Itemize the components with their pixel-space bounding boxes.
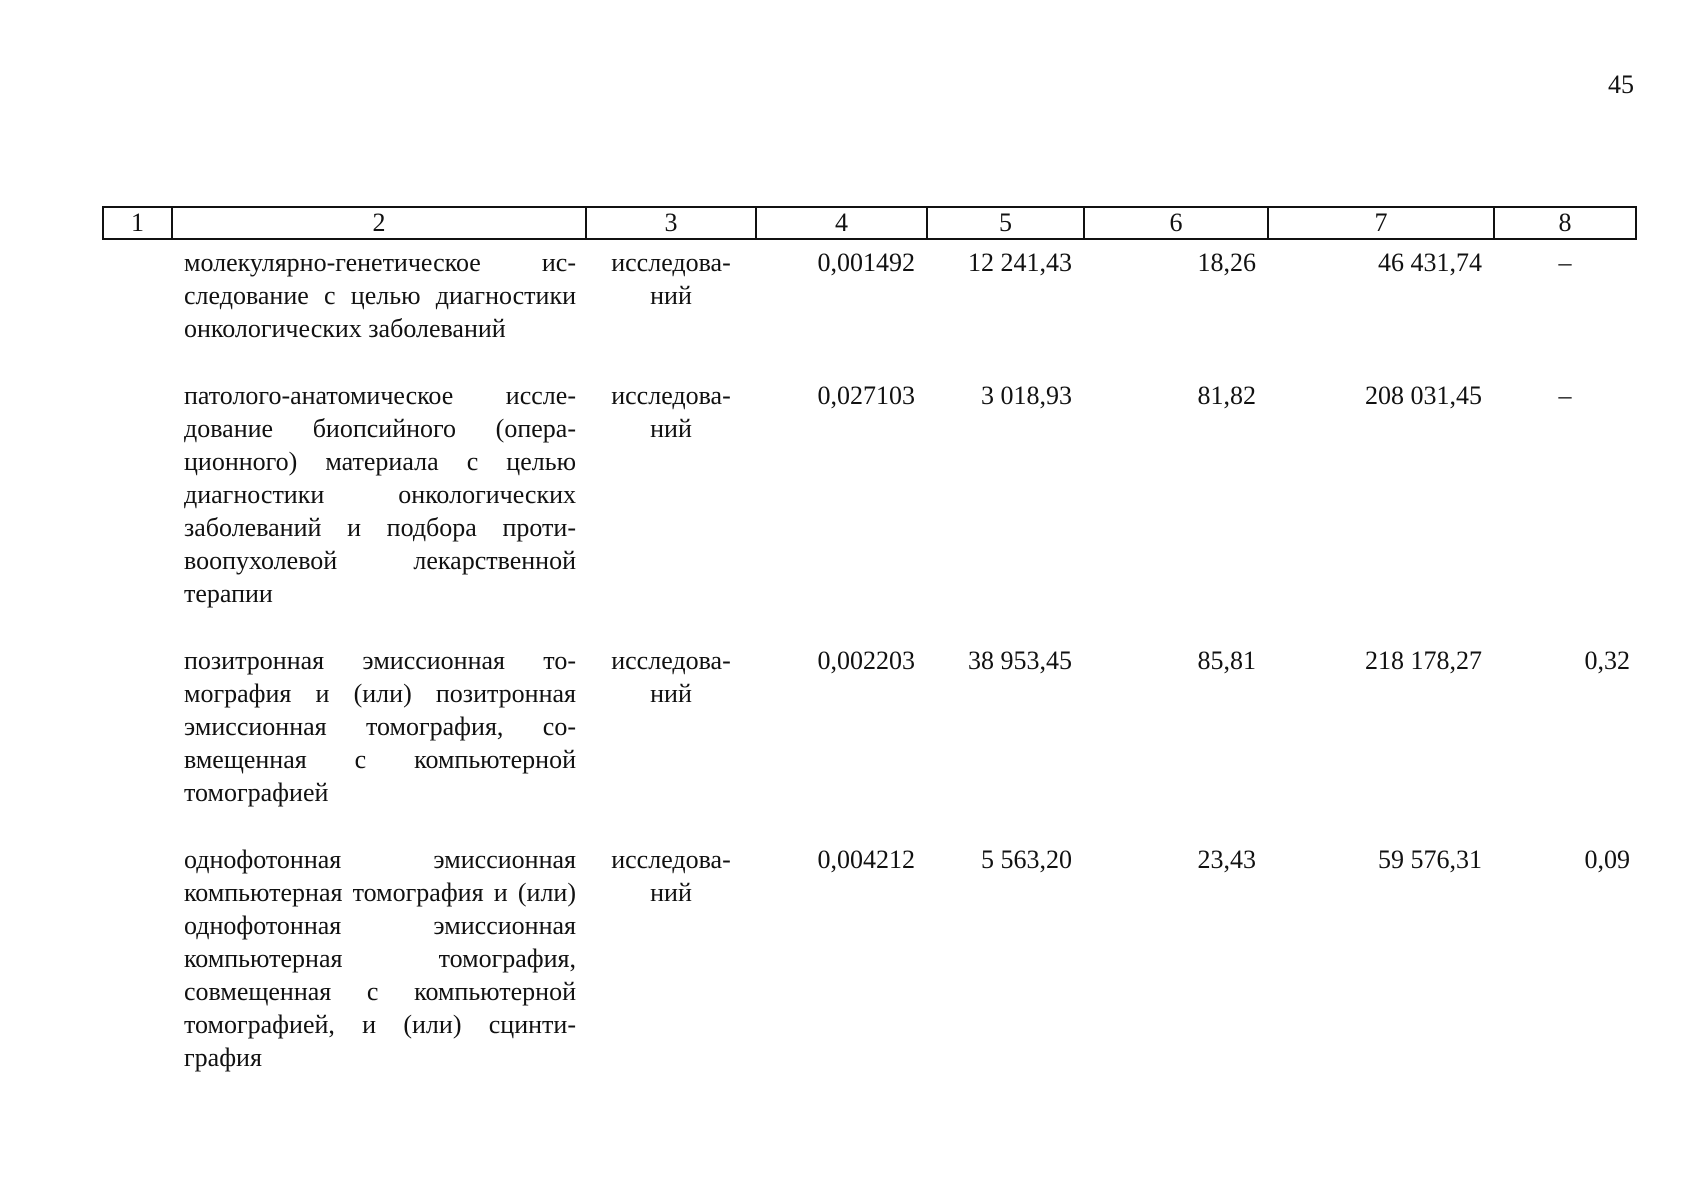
column-number-header xyxy=(103,207,1636,239)
row-index-cell xyxy=(103,373,172,638)
total-cell: 218 178,27 xyxy=(1365,646,1482,675)
column-header-6: 6 xyxy=(1084,207,1268,239)
column-header-2: 2 xyxy=(172,207,586,239)
page-number: 45 xyxy=(1608,70,1634,99)
service-description: позитронная эмиссионная томография и (или) позитронная эмиссионная томография, совмещенная с компьютерной томографией xyxy=(184,646,576,807)
rate-cell: 0,002203 xyxy=(817,646,915,675)
rate-cell: 0,027103 xyxy=(817,381,915,410)
total-cell: 59 576,31 xyxy=(1378,845,1482,874)
column-header-7: 7 xyxy=(1268,207,1494,239)
cost-cell: 5 563,20 xyxy=(981,845,1072,874)
total-cell: 46 431,74 xyxy=(1378,248,1482,277)
column-header-8: 8 xyxy=(1494,207,1636,239)
table-row xyxy=(103,239,1636,373)
share-cell: – xyxy=(1558,248,1572,277)
row-index-cell xyxy=(103,638,172,837)
unit-cell: исследований xyxy=(611,248,731,310)
unit-cell: исследований xyxy=(611,646,731,708)
table-row xyxy=(103,638,1636,837)
share-cell: 0,32 xyxy=(1584,646,1630,675)
column-header-5: 5 xyxy=(927,207,1084,239)
service-description: однофотонная эмиссионная компьютерная томография и (или) однофотонная эмиссионная компьютерная томография, совмещенная с компьютерной томографией, и (или) сцинтиграфия xyxy=(184,845,576,1072)
column-header-4: 4 xyxy=(756,207,927,239)
rate-cell: 0,001492 xyxy=(817,248,915,277)
table-row xyxy=(103,373,1636,638)
column-header-1: 1 xyxy=(103,207,172,239)
row-index-cell xyxy=(103,837,172,1102)
row-index-cell xyxy=(103,239,172,373)
per-capita-cell: 85,81 xyxy=(1197,646,1256,675)
share-cell: 0,09 xyxy=(1584,845,1630,874)
service-description: патолого-анатомическое исследование биопсийного (операционного) материала с целью диагностики онкологических заболеваний и подбора противоопухолевой лекарственной терапии xyxy=(184,381,576,608)
unit-cell: исследований xyxy=(611,845,731,907)
service-description: молекулярно-генетическое исследование с целью диагностики онкологических заболеваний xyxy=(184,248,576,343)
per-capita-cell: 23,43 xyxy=(1197,845,1256,874)
per-capita-cell: 18,26 xyxy=(1197,248,1256,277)
tariff-table xyxy=(102,206,1637,1102)
unit-cell: исследований xyxy=(611,381,731,443)
table-row xyxy=(103,837,1636,1102)
rate-cell: 0,004212 xyxy=(817,845,915,874)
per-capita-cell: 81,82 xyxy=(1197,381,1256,410)
total-cell: 208 031,45 xyxy=(1365,381,1482,410)
cost-cell: 12 241,43 xyxy=(968,248,1072,277)
cost-cell: 3 018,93 xyxy=(981,381,1072,410)
column-header-3: 3 xyxy=(586,207,756,239)
cost-cell: 38 953,45 xyxy=(968,646,1072,675)
share-cell: – xyxy=(1558,381,1572,410)
